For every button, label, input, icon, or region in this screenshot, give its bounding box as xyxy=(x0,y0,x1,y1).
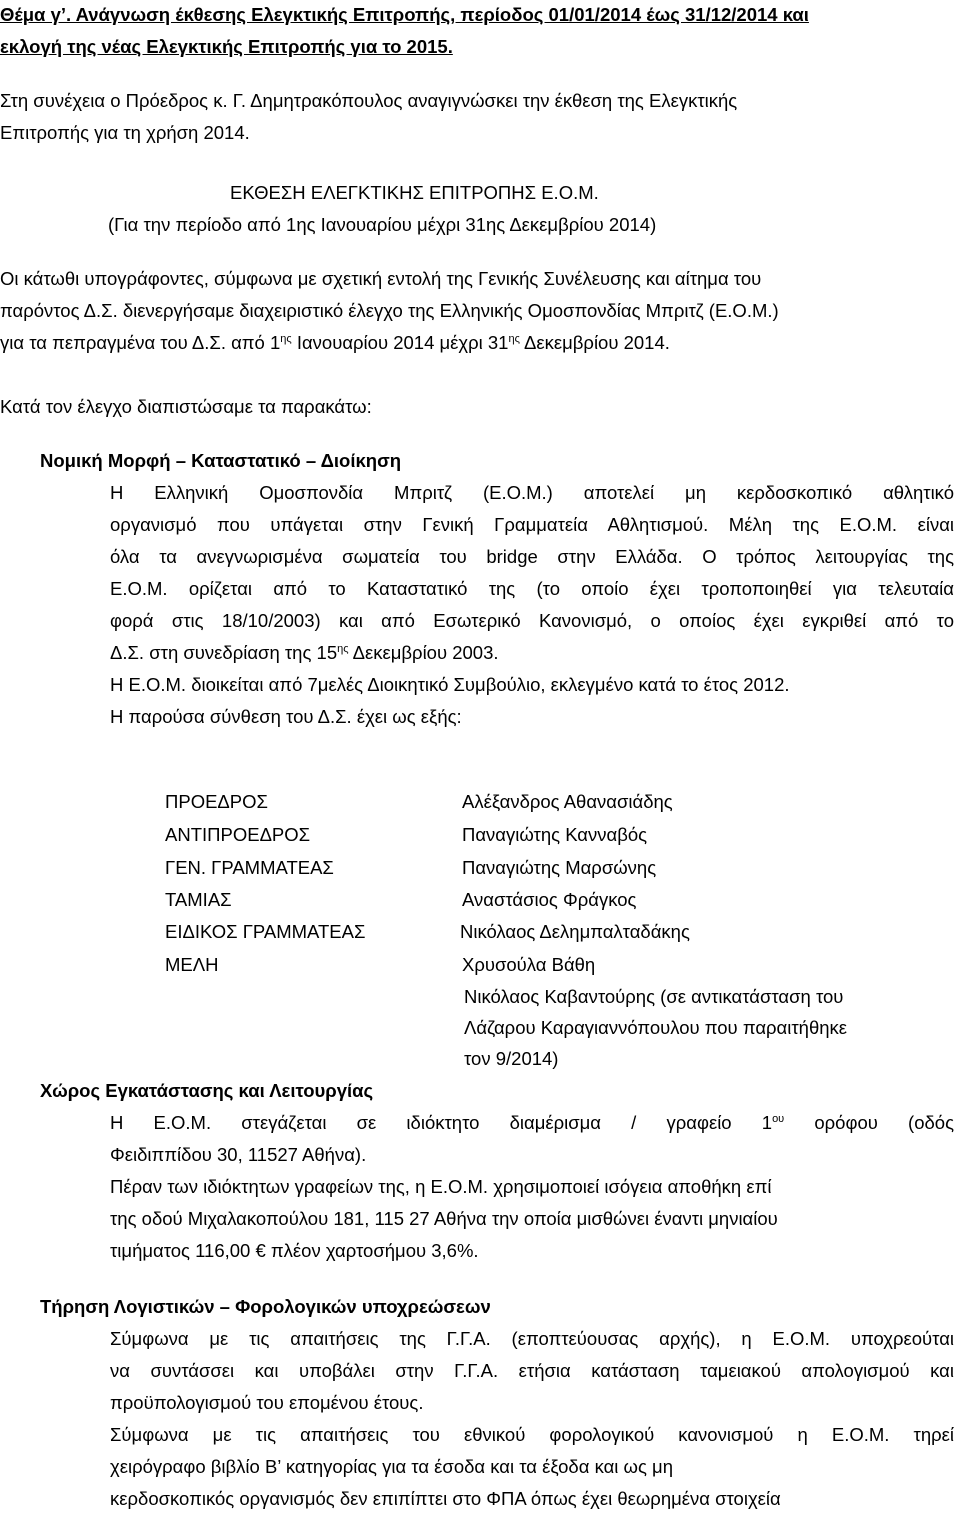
board-member-extra: Λάζαρου Καραγιαννόπουλου που παραιτήθηκε xyxy=(464,1017,848,1038)
board-member-name: Αναστάσιος Φράγκος xyxy=(462,889,637,910)
legal-line-8: Η παρούσα σύνθεση του Δ.Σ. έχει ως εξής: xyxy=(110,706,462,727)
report-paragraph-line-3: για τα πεπραγμένα του Δ.Σ. από $1^{\eta\varsigma}$ Ιανουαρίου 2014 μέχρι $31^{\eta\varsigma}$ Δεκεμβρίου 2014. xyxy=(0,332,670,353)
board-role: ΑΝΤΙΠΡΟΕΔΡΟΣ xyxy=(165,824,311,845)
legal-line-4: Ε.Ο.Μ. ορίζεται από το Καταστατικό της (το οποίο έχει τροποποιηθεί για τελευταία xyxy=(110,578,954,599)
topic-line-1: Θέμα γ’. Ανάγνωση έκθεσης Ελεγκτικής Επιτροπής, περίοδος 01/01/2014 έως 31/12/2014 και xyxy=(0,4,809,25)
report-paragraph-line-2: παρόντος Δ.Σ. διενεργήσαμε διαχειριστικό έλεγχο της Ελληνικής Ομοσπονδίας Μπριτζ (Ε.Ο.Μ.) xyxy=(0,300,779,321)
tax-line-3: προϋπολογισμού του επομένου έτους. xyxy=(110,1392,424,1413)
legal-line-5: φορά στις 18/10/2003) και από Εσωτερικό Κανονισμό, ο οποίος έχει εγκριθεί από το xyxy=(110,610,954,631)
tax-line-5: χειρόγραφο βιβλίο Β’ κατηγορίας για τα έσοδα και τα έξοδα και ως μη xyxy=(110,1456,673,1477)
topic-line-2: εκλογή της νέας Ελεγκτικής Επιτροπής για το 2015. xyxy=(0,36,453,57)
board-member-name: Παναγιώτης Κανναβός xyxy=(462,824,648,845)
superscript-ies: ης xyxy=(508,333,520,345)
legal-line-6: Δ.Σ. στη συνεδρίαση της $15^{\eta\varsigma}$ Δεκεμβρίου 2003. xyxy=(110,642,499,663)
board-role: ΜΕΛΗ xyxy=(165,954,219,975)
tax-line-2: να συντάσσει και υποβάλει στην Γ.Γ.Α. ετήσια κατάσταση ταμειακού απολογισμού και xyxy=(110,1360,954,1381)
intro-line-2: Επιτροπής για τη χρήση 2014. xyxy=(0,122,250,143)
legal-heading: Νομική Μορφή – Καταστατικό – Διοίκηση xyxy=(40,450,402,471)
superscript-ou: ου xyxy=(772,1113,785,1125)
board-role: ΕΙΔΙΚΟΣ ΓΡΑΜΜΑΤΕΑΣ xyxy=(165,921,366,942)
premises-line-1: Η Ε.Ο.Μ. στεγάζεται σε ιδιόκτητο διαμέρισμα / γραφείο $1^{o\upsilon}$ ορόφου (οδός xyxy=(110,1112,954,1133)
superscript-ies: ης xyxy=(337,643,349,655)
board-role: ΓΕΝ. ΓΡΑΜΜΑΤΕΑΣ xyxy=(165,857,334,878)
board-role: ΠΡΟΕΔΡΟΣ xyxy=(165,791,268,812)
legal-line-1: Η Ελληνική Ομοσπονδία Μπριτζ (Ε.Ο.Μ.) αποτελεί μη κερδοσκοπικό αθλητικό xyxy=(110,482,954,503)
tax-line-1: Σύμφωνα με τις απαιτήσεις της Γ.Γ.Α. (εποπτεύουσας αρχής), η Ε.Ο.Μ. υποχρεούται xyxy=(110,1328,954,1349)
premises-line-2: Φειδιππίδου 30, 11527 Αθήνα). xyxy=(110,1144,367,1165)
tax-heading: Τήρηση Λογιστικών – Φορολογικών υποχρεώσεων xyxy=(40,1296,491,1317)
premises-line-5: τιμήματος 116,00 € πλέον χαρτοσήμου 3,6%. xyxy=(110,1240,479,1261)
tax-line-4: Σύμφωνα με τις απαιτήσεις του εθνικού φορολογικού κανονισμού η Ε.Ο.Μ. τηρεί xyxy=(110,1424,954,1445)
report-period: (Για την περίοδο από 1ης Ιανουαρίου μέχρι 31ης Δεκεμβρίου 2014) xyxy=(108,214,657,235)
board-member-name: Νικόλαος Δελημπαλταδάκης xyxy=(460,921,690,942)
tax-line-6: κερδοσκοπικός οργανισμός δεν επιπίπτει στο ΦΠΑ όπως έχει θεωρημένα στοιχεία xyxy=(110,1488,781,1509)
premises-heading: Χώρος Εγκατάστασης και Λειτουργίας xyxy=(40,1080,374,1101)
board-role: ΤΑΜΙΑΣ xyxy=(165,889,232,910)
board-member-extra: τον 9/2014) xyxy=(464,1048,559,1069)
findings-intro: Κατά τον έλεγχο διαπιστώσαμε τα παρακάτω: xyxy=(0,396,372,417)
report-paragraph-line-1: Οι κάτωθι υπογράφοντες, σύμφωνα με σχετική εντολή της Γενικής Συνέλευσης και αίτημα του xyxy=(0,268,762,289)
premises-line-3: Πέραν των ιδιόκτητων γραφείων της, η Ε.Ο.Μ. χρησιμοποιεί ισόγεια αποθήκη επί xyxy=(110,1176,772,1197)
report-title: ΕΚΘΕΣΗ ΕΛΕΓΚΤΙΚΗΣ ΕΠΙΤΡΟΠΗΣ Ε.Ο.Μ. xyxy=(230,182,599,203)
superscript-ies: ης xyxy=(280,333,292,345)
legal-line-2: οργανισμό που υπάγεται στην Γενική Γραμματεία Αθλητισμού. Μέλη της Ε.Ο.Μ. είναι xyxy=(110,514,954,535)
board-member-name: Αλέξανδρος Αθανασιάδης xyxy=(462,791,673,812)
premises-line-4: της οδού Μιχαλακοπούλου 181, 115 27 Αθήνα την οποία μισθώνει έναντι μηνιαίου xyxy=(110,1208,778,1229)
intro-line-1: Στη συνέχεια ο Πρόεδρος κ. Γ. Δημητρακόπουλος αναγιγνώσκει την έκθεση της Ελεγκτικής xyxy=(0,90,738,111)
board-member-name: Χρυσούλα Βάθη xyxy=(462,954,596,975)
legal-line-7: Η Ε.Ο.Μ. διοικείται από 7μελές Διοικητικό Συμβούλιο, εκλεγμένο κατά το έτος 2012. xyxy=(110,674,790,695)
board-member-extra: Νικόλαος Καβαντούρης (σε αντικατάσταση του xyxy=(464,986,844,1007)
legal-line-3: όλα τα ανεγνωρισμένα σωματεία του bridge στην Ελλάδα. Ο τρόπος λειτουργίας της xyxy=(110,546,954,567)
board-member-name: Παναγιώτης Μαρσώνης xyxy=(462,857,657,878)
